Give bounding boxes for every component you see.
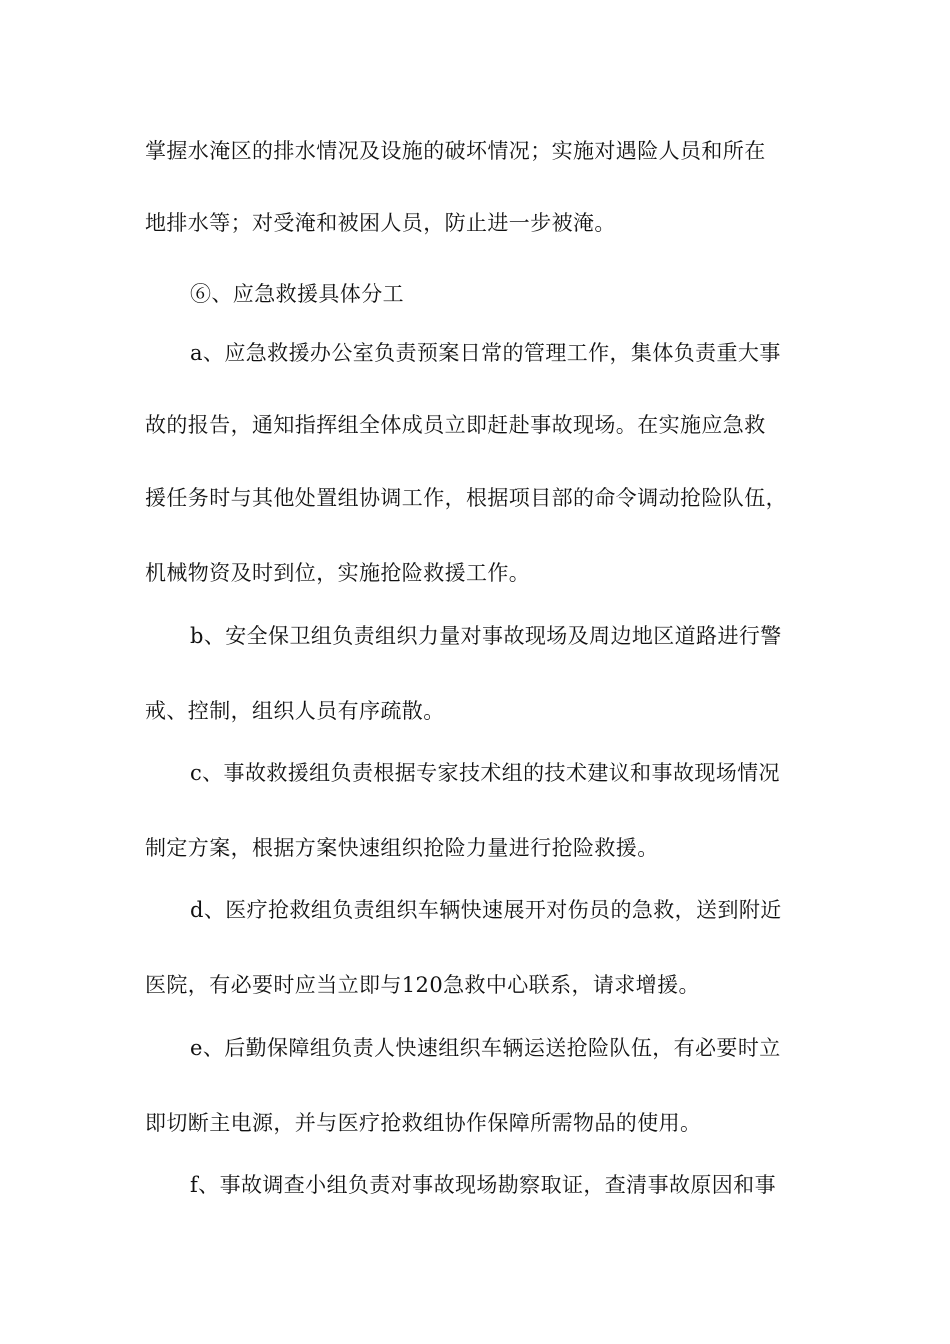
text-line-8: b、安全保卫组负责组织力量对事故现场及周边地区道路进行警 bbox=[190, 624, 782, 648]
text-line-4: a、应急救援办公室负责预案日常的管理工作，集体负责重大事 bbox=[190, 341, 781, 365]
section-heading: ⑥、应急救援具体分工 bbox=[190, 282, 404, 306]
text-line-15: 即切断主电源，并与医疗抢救组协作保障所需物品的使用。 bbox=[145, 1111, 702, 1135]
text-line-5: 故的报告，通知指挥组全体成员立即赶赴事故现场。在实施应急救 bbox=[145, 413, 766, 437]
text-line-6: 援任务时与其他处置组协调工作，根据项目部的命令调动抢险队伍， bbox=[145, 486, 787, 510]
text-line-13: 医院，有必要时应当立即与120急救中心联系，请求增援。 bbox=[145, 973, 700, 997]
text-line-1: 掌握水淹区的排水情况及设施的破坏情况；实施对遇险人员和所在 bbox=[145, 139, 766, 163]
text-line-7: 机械物资及时到位，实施抢险救援工作。 bbox=[145, 561, 531, 585]
text-line-14: e、后勤保障组负责人快速组织车辆运送抢险队伍，有必要时立 bbox=[190, 1036, 781, 1060]
text-line-9: 戒、控制，组织人员有序疏散。 bbox=[145, 699, 445, 723]
text-line-10: c、事故救援组负责根据专家技术组的技术建议和事故现场情况 bbox=[190, 761, 780, 785]
text-line-11: 制定方案，根据方案快速组织抢险力量进行抢险救援。 bbox=[145, 836, 659, 860]
text-line-2: 地排水等；对受淹和被困人员，防止进一步被淹。 bbox=[145, 211, 616, 235]
text-line-12: d、医疗抢救组负责组织车辆快速展开对伤员的急救，送到附近 bbox=[190, 898, 782, 922]
text-line-16: f、事故调查小组负责对事故现场勘察取证，查清事故原因和事 bbox=[190, 1173, 776, 1197]
